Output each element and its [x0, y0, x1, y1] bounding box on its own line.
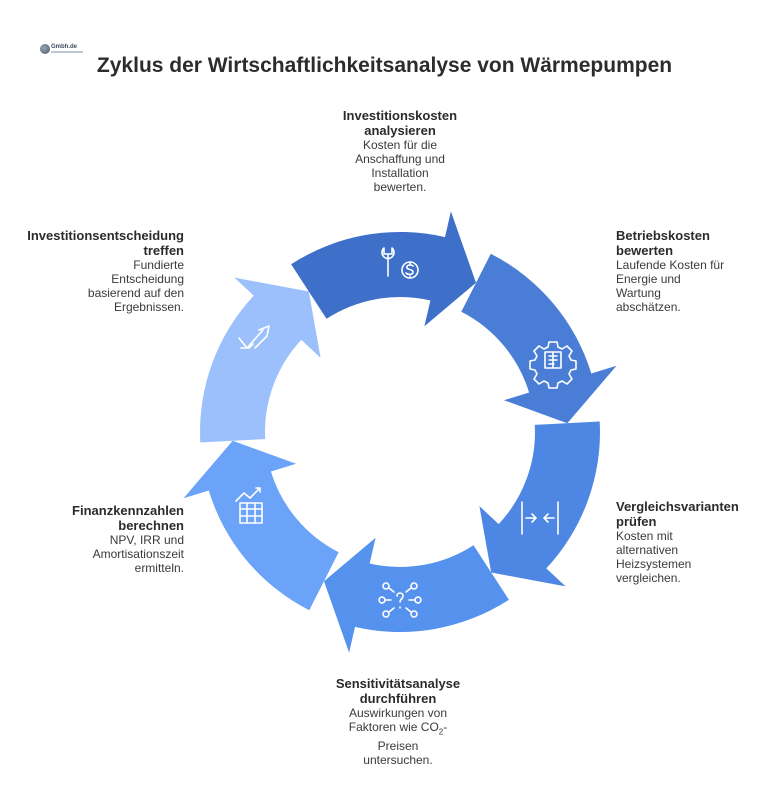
cycle-segment-3	[479, 422, 600, 587]
heading-line: durchführen	[359, 691, 437, 706]
page-title: Zyklus der Wirtschaftlichkeitsanalyse von Wärmepumpen	[96, 54, 673, 77]
step-finanzkennzahlen	[20, 503, 184, 575]
desc-line: alternativen	[616, 543, 679, 557]
step-vergleichsvarianten	[616, 499, 766, 585]
heading-line: analysieren	[364, 123, 436, 138]
subscript: 2	[438, 727, 444, 737]
desc-line: Ergebnissen.	[113, 300, 184, 314]
desc-line: Auswirkungen von	[348, 706, 448, 720]
step-heading	[616, 499, 766, 529]
cycle-segment-6	[200, 278, 321, 443]
heading-line: Finanzkennzahlen	[72, 503, 184, 518]
desc-line: Installation	[371, 166, 429, 180]
step-description	[300, 138, 500, 194]
heading-line: Betriebskosten	[616, 228, 710, 243]
desc-line: Kosten für die	[362, 138, 438, 152]
step-investitionsentscheidung	[10, 228, 184, 314]
heading-line: Sensitivitätsanalyse	[335, 676, 461, 691]
desc-line: ermitteln.	[134, 561, 184, 575]
desc-line: vergleichen.	[616, 571, 681, 585]
desc-line: untersuchen.	[363, 753, 433, 768]
step-investitionskosten	[300, 108, 500, 194]
step-heading	[20, 503, 184, 533]
desc-line: Energie und	[616, 272, 681, 286]
heading-line: Vergleichsvarianten	[616, 499, 739, 514]
step-betriebskosten	[616, 228, 766, 314]
desc-line: Entscheidung	[111, 272, 184, 286]
step-sensitivitaetsanalyse	[298, 676, 498, 767]
step-heading	[616, 228, 766, 258]
step-description	[298, 706, 498, 767]
desc-line: abschätzen.	[616, 300, 681, 314]
desc-line: basierend auf den	[87, 286, 184, 300]
heading-line: bewerten	[616, 243, 674, 258]
heading-line: treffen	[143, 243, 184, 258]
step-description	[616, 529, 766, 585]
desc-line: Preisen	[377, 739, 419, 754]
logo-text: Gmbh.de	[51, 44, 78, 50]
desc-line: Kosten mit	[616, 529, 673, 543]
desc-tail: -	[443, 720, 448, 734]
cycle-segment-2	[461, 254, 616, 423]
step-description	[10, 258, 184, 314]
heading-line: Investitionsentscheidung	[27, 228, 184, 243]
step-heading	[10, 228, 184, 258]
desc-line: Fundierte	[133, 258, 184, 272]
step-description	[20, 533, 184, 575]
desc-text: Faktoren wie CO	[348, 720, 439, 734]
desc-line: Laufende Kosten für	[616, 258, 725, 272]
heading-line: Investitionskosten	[342, 108, 458, 123]
desc-line: bewerten.	[373, 180, 427, 194]
cycle-segment-5	[184, 441, 339, 610]
step-heading	[300, 108, 500, 138]
desc-line: Amortisationszeit	[92, 547, 184, 561]
desc-line: NPV, IRR und	[109, 533, 184, 547]
cycle-segment-1	[291, 211, 476, 326]
cycle-segment-4	[324, 538, 509, 653]
desc-line	[298, 720, 498, 739]
step-description	[616, 258, 766, 314]
heading-line: prüfen	[616, 514, 657, 529]
desc-line: Wartung	[616, 286, 661, 300]
step-heading	[298, 676, 498, 706]
desc-line: Heizsystemen	[616, 557, 692, 571]
desc-line: Anschaffung und	[355, 152, 445, 166]
heading-line: berechnen	[118, 518, 184, 533]
